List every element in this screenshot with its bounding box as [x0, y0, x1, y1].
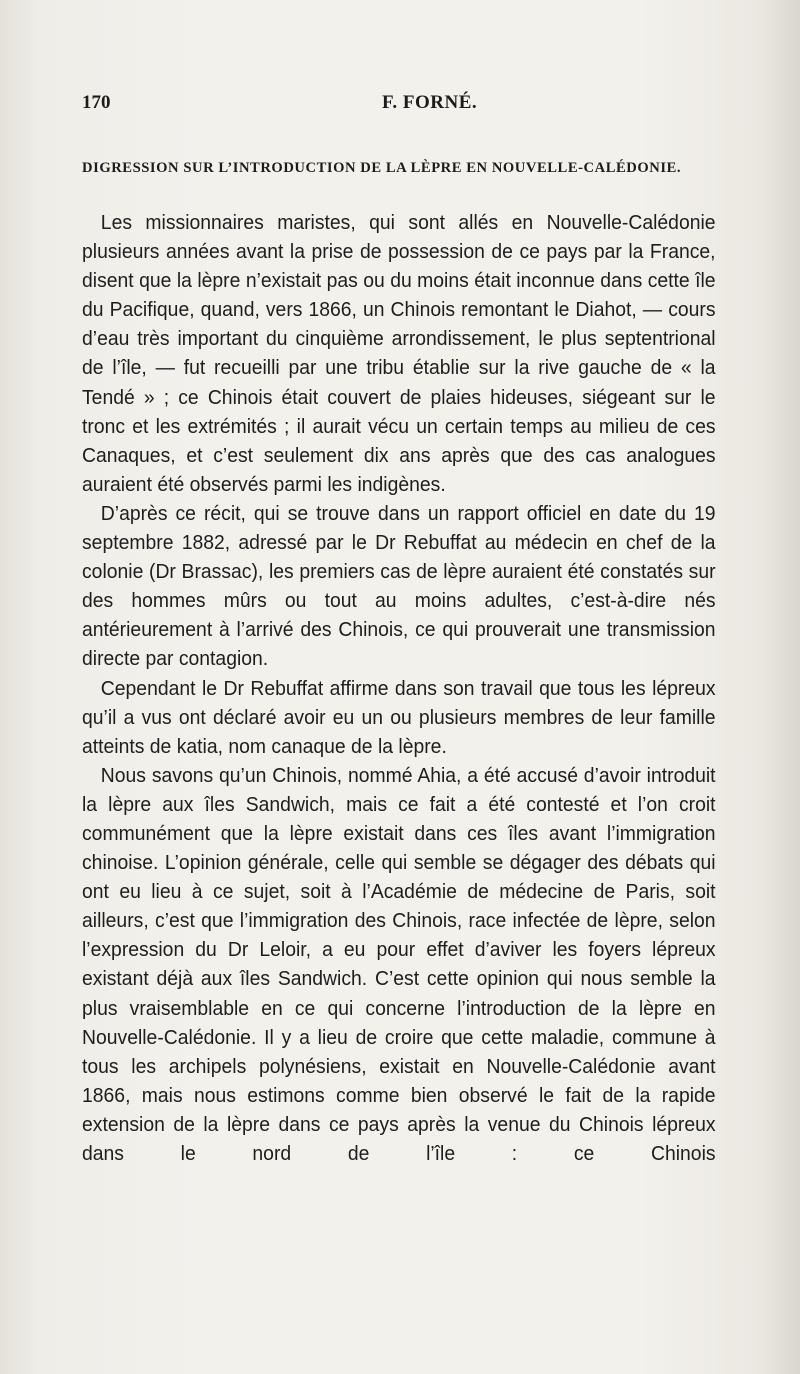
paragraph-2: D’après ce récit, qui se trouve dans un rapport officiel en date du 19 septembre 1882, adressé par le Dr Rebuffat au médecin en chef de la colonie (Dr Brassac), les premiers cas de lèpre auraient été constatés sur des hommes mûrs ou tout au moins adultes, c’est-à-dire nés antérieurement à l’arrivé des Chinois, ce qui prouverait une transmission directe par contagion.: [82, 501, 716, 671]
paragraph-4: Nous savons qu’un Chinois, nommé Ahia, a été accusé d’avoir introduit la lèpre aux îles Sandwich, mais ce fait a été contesté et l’on croit communément que la lèpre existait dans ces îles avant l’immigration chinoise. L’opinion générale, celle qui semble se dégager des débats qui ont eu lieu à ce sujet, soit à l’Académie de médecine de Paris, soit ailleurs, c’est que l’immigration des Chinois, race infectée de lèpre, selon l’expression du Dr Leloir, a eu pour effet d’aviver les foyers lépreux existant déjà aux îles Sandwich. C’est cette opinion qui nous semble la plus vraisemblable en ce qui concerne l’introduction de la lèpre en Nouvelle-Calédonie. Il y a lieu de croire que cette maladie, commune à tous les archipels polynésiens, existait en Nouvelle-Calédonie avant 1866, mais nous estimons comme bien observé le fait de la rapide extension de la lèpre dans ce pays après la venue du Chinois lépreux dans le nord de l’île : ce Chinois: [82, 763, 716, 1165]
section-title: DIGRESSION SUR L’INTRODUCTION DE LA LÈPRE EN NOUVELLE-CALÉDONIE.: [82, 160, 682, 176]
paragraph-1: Les missionnaires maristes, qui sont allés en Nouvelle-Calédonie plusieurs années avant la prise de possession de ce pays par la France, disent que la lèpre n’existait pas ou du moins était inconnue dans cette île du Pacifique, quand, vers 1866, un Chinois remontant le Diahot, — cours d’eau très important du cinquième arrondissement, le plus septentrional de l’île, — fut recueilli par une tribu établie sur la rive gauche de « la Tendé » ; ce Chinois était couvert de plaies hideuses, siégeant sur le tronc et les extrémités ; il aurait vécu un certain temps au milieu de ces Canaques, et c’est seulement dix ans après que des cas analogues auraient été observés parmi les indigènes.: [82, 211, 716, 496]
running-head: [82, 92, 722, 116]
paragraph-3: Cependant le Dr Rebuffat affirme dans son travail que tous les lépreux qu’il a vus ont déclaré avoir eu un ou plusieurs membres de leur famille atteints de katia, nom canaque de la lèpre.: [82, 676, 716, 758]
page-number: 170: [82, 92, 111, 113]
running-head-author: F. FORNÉ.: [382, 92, 478, 113]
body-text: [82, 208, 716, 1168]
